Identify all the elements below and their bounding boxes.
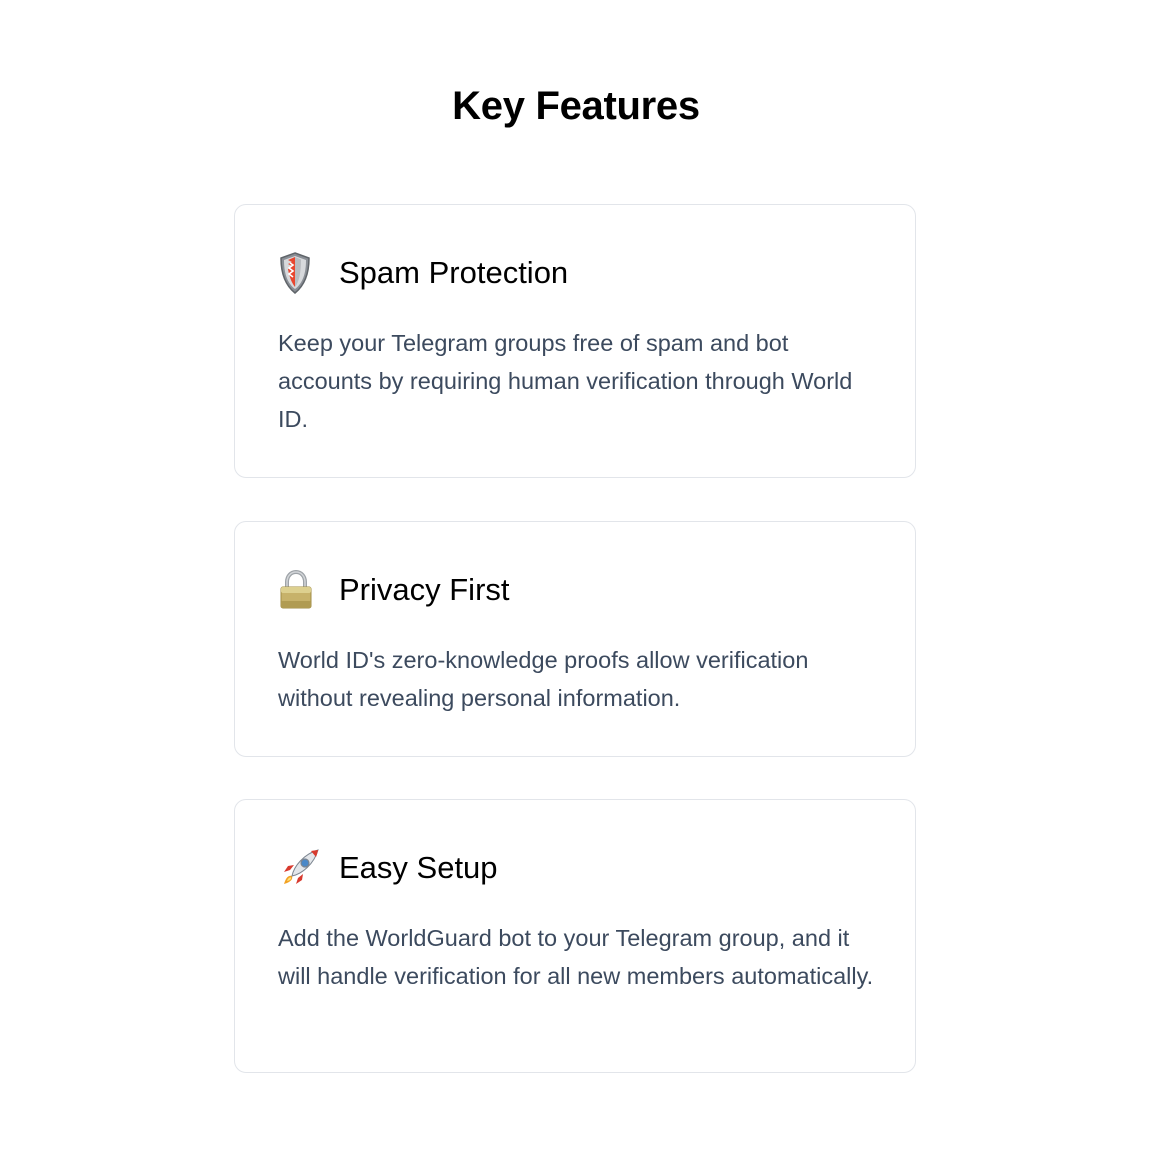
feature-card-header — [278, 568, 510, 612]
feature-title: Spam Protection — [339, 255, 569, 290]
feature-card-spam-protection — [234, 204, 916, 478]
feature-card-header — [278, 251, 568, 295]
rocket-icon — [278, 846, 322, 890]
feature-title: Easy Setup — [339, 850, 498, 885]
page-title: Key Features — [452, 84, 700, 128]
feature-card-easy-setup — [234, 799, 916, 1073]
feature-card-header — [278, 846, 498, 890]
feature-description: Add the WorldGuard bot to your Telegram group, and it will handle verification for all new members automatically. — [278, 925, 874, 989]
feature-description: Keep your Telegram groups free of spam and bot accounts by requiring human verification through World ID. — [278, 330, 853, 432]
feature-card-privacy-first — [234, 521, 916, 757]
feature-description: World ID's zero-knowledge proofs allow verification without revealing personal information. — [278, 647, 809, 711]
shield-icon — [278, 251, 322, 295]
lock-icon — [278, 568, 322, 612]
feature-title: Privacy First — [339, 572, 510, 607]
